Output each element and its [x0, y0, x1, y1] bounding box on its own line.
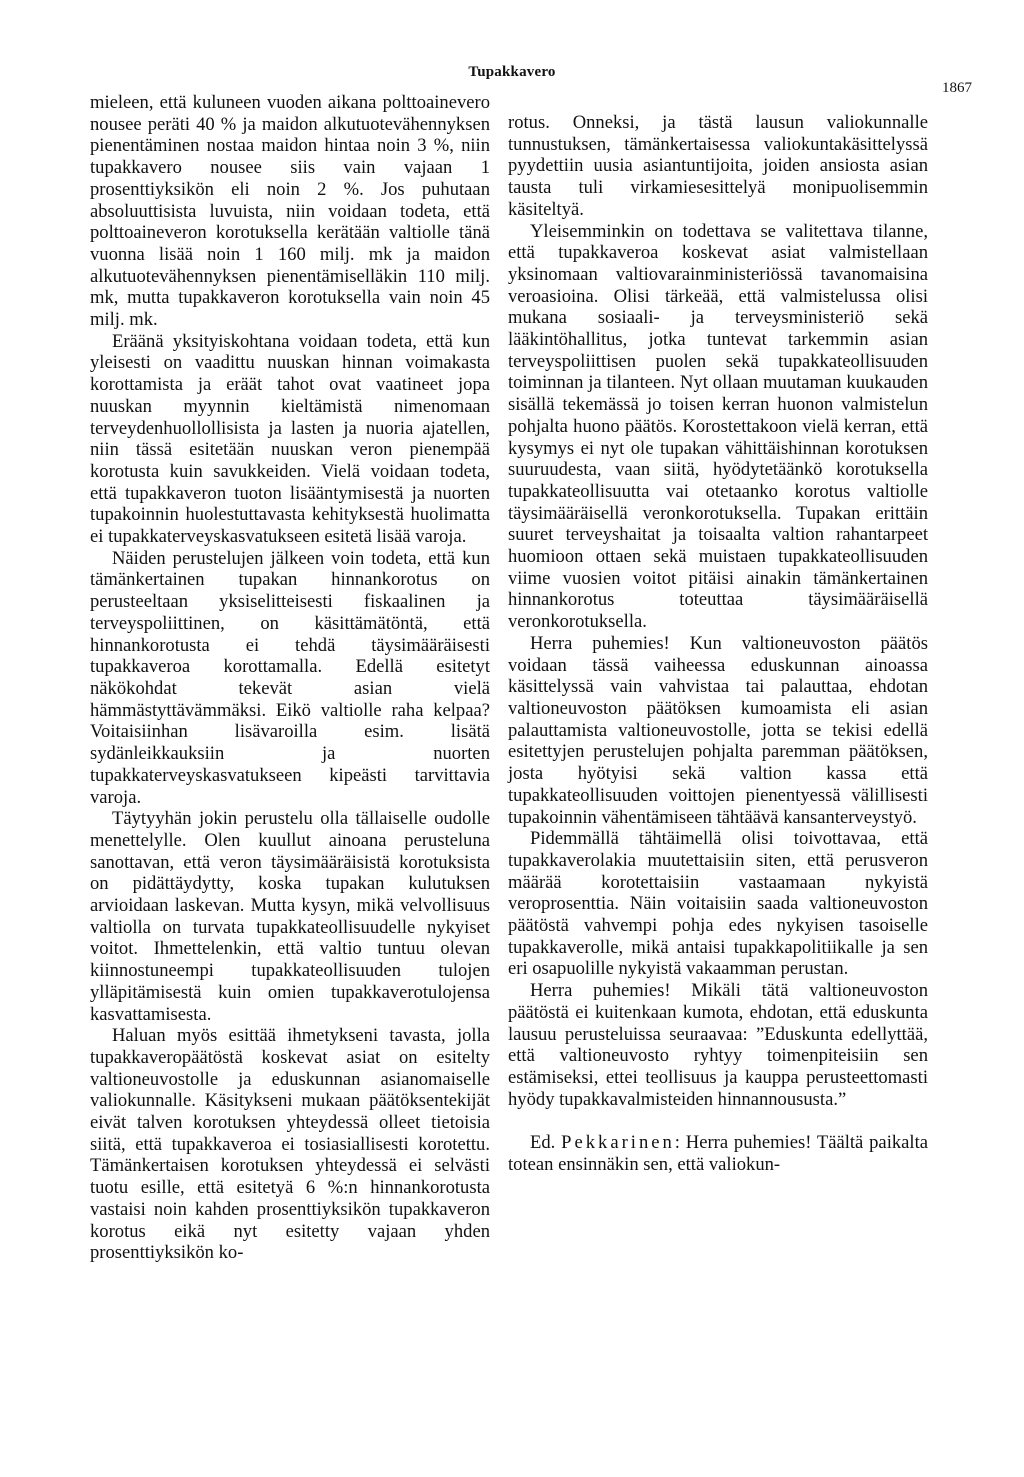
paragraph: Täytyyhän jokin perustelu olla tällaiselle oudolle menettelylle. Olen kuullut ainoana perusteluna sanottavan, että veron täysimääräisistä korotuksista on pidättäydytty, koska tupakan kulutuksen arvioidaan laskevan. Mutta kysyn, mikä velvollisuus valtiolla on turvata tupakkateollisuudelle nykyiset voitot. Ihmettelenkin, että valtio tuntuu olevan kiinnostuneempi tupakkateollisuuden tulojen ylläpitämisestä kuin omien tupakkaverotulojensa kasvattamisesta.	[90, 808, 490, 1025]
paragraph: Eräänä yksityiskohtana voidaan todeta, että kun yleisesti on vaadittu nuuskan hinnan voimakasta korottamista ja eräät tahot ovat vaatineet jopa nuuskan myynnin kieltämistä nimenomaan terveydenhuollollisista ja lasten ja nuoria ajatellen, niin tässä esitetään nuuskan veron pienempää korotusta kuin savukkeiden. Vielä voidaan todeta, että tupakkaveron tuoton lisääntymisestä ja nuorten tupakoinnin huolestuttavasta kehityksestä huolimatta ei tupakkaterveyskasvatukseen esitetä lisää varoja.	[90, 330, 490, 548]
paragraph: rotus. Onneksi, ja tästä lausun valiokunnalle tunnustuksen, tämänkertaisessa valiokuntakäsittelyssä pyydettiin uusia asiantuntijoita, joiden ansiosta asian tausta tuli virkamiesesittelyä monipuolisemmin käsiteltyä.	[508, 112, 928, 220]
left-column	[90, 92, 490, 1264]
paragraph: Haluan myös esittää ihmetykseni tavasta, jolla tupakkaveropäätöstä koskevat asiat on esitelty valtioneuvostolle ja eduskunnan asianomaiselle valiokunnalle. Käsitykseni mukaan päätöksentekijät eivät talven korotuksen yhteydessä olleet tietoisia siitä, että tupakkaveroa ei tosiasiallisesti korotettu. Tämänkertaisen korotuksen yhteydessä ei selvästi tuotu esille, että esitetyä 6 %:n hinnankorotusta vastaisi noin kahden prosenttiyksikön tupakkaveron korotus eikä nyt esitetty vajaan yhden prosenttiyksikön ko-	[90, 1025, 490, 1264]
paragraph: Herra puhemies! Mikäli tätä valtioneuvoston päätöstä ei kuitenkaan kumota, ehdotan, että eduskunta lausuu perusteluissa seuraavaa: ”Eduskunta edellyttää, että valtioneuvosto ryhtyy toimenpiteisiin sen estämiseksi, ettei teollisuus ja kauppa perusteettomasti hyödy tupakkavalmisteiden hinnannoususta.”	[508, 980, 928, 1110]
speaker-paragraph	[508, 1132, 928, 1175]
paragraph: Herra puhemies! Kun valtioneuvoston päätös voidaan tässä vaiheessa eduskunnan ainoassa käsittelyssä vain vahvistaa tai palauttaa, ehdotan valtioneuvoston päätöksen kumoamista eli asian palauttamista valtioneuvostolle, jotta se tekisi edellä esitettyjen perustelujen pohjalta paremman päätöksen, josta hyötyisi sekä valtion kassa että tupakkateollisuuden voittojen pienentyessä välillisesti tupakoinnin vähentämiseen tähtäävä kansanterveystyö.	[508, 632, 928, 828]
speaker-name: Pekkarinen	[561, 1132, 675, 1154]
page-number: 1867	[942, 80, 972, 96]
paragraph: Pidemmällä tähtäimellä olisi toivottavaa, että tupakkaverolakia muutettaisiin siten, että perusveron määrää korotettaisiin vastaamaan nykyistä veroprosenttia. Näin voitaisiin saada valtioneuvoston päätöstä vahvempi pohja edes nykyisen tasoiselle tupakkaverolle, mikä antaisi tupakkapolitiikalle ja sen eri osapuolille nykyistä vakaamman perustan.	[508, 828, 928, 980]
paragraph: Näiden perustelujen jälkeen voin todeta, että kun tämänkertainen tupakan hinnankorotus on perusteeltaan yksiselitteisesti fiskaalinen ja terveyspoliittinen, on käsittämätöntä, että hinnankorotusta ei tehdä täysimääräisesti tupakkaveroa korottamalla. Edellä esitetyt näkökohdat tekevät asian vielä hämmästyttävämmäksi. Eikö valtiolle raha kelpaa? Voitaisiinhan lisävaroilla esim. lisätä sydänleikkauksiin ja nuorten tupakkaterveyskasvatukseen kipeästi tarvittavia varoja.	[90, 547, 490, 808]
speaker-text: : Herra puhemies! Täältä paikalta totean ensinnäkin sen, että valiokun-	[508, 1132, 928, 1176]
paragraph: mieleen, että kuluneen vuoden aikana polttoainevero nousee peräti 40 % ja maidon alkutuotevähennyksen pienentäminen nostaa maidon hintaa noin 3 %, niin tupakkavero nousee siis vain vajaan 1 prosenttiyksikön eli noin 2 %. Jos puhutaan absoluuttisista luvuista, niin voidaan todeta, että polttoaineveron korotuksella kerätään valtiolle tänä vuonna lisää noin 1 160 milj. mk ja maidon alkutuotevähennyksen pienentämiselläkin 110 milj. mk, mutta tupakkaveron korotuksella vain noin 45 milj. mk.	[90, 92, 490, 331]
running-head: Tupakkavero	[468, 64, 556, 80]
paragraph: Yleisemminkin on todettava se valitettava tilanne, että tupakkaveroa koskevat asiat valmistellaan yksinomaan valtiovarainministeriössä tavanomaisina veroasioina. Olisi tärkeää, että valmistelussa olisi mukana sosiaali- ja terveysministeriö sekä lääkintöhallitus, jotka tuntevat tarkemmin asian terveyspoliittisen puolen sekä tupakkateollisuuden toiminnan ja tilanteen. Nyt ollaan muutaman kuukauden sisällä tekemässä jo toisen kerran huonon valmistelun pohjalta huono päätös. Korostettakoon vielä kerran, että kysymys ei nyt ole tupakan vähittäishinnan korotuksen suuruudesta, vaan siitä, hyödytetäänkö korotuksella tupakkateollisuutta vai otetaanko korotus valtiolle täysimääräisellä veronkorotuksella. Tupakan erittäin suuret terveyshaitat ja toisaalta valtion rahantarpeet huomioon ottaen sekä muistaen tupakkateollisuuden viime vuosien voitot pitäisi ainakin tämänkertainen hinnankorotus toteuttaa täysimääräisellä veronkorotuksella.	[508, 220, 928, 633]
right-column	[508, 112, 928, 1176]
speaker-prefix: Ed.	[530, 1132, 556, 1154]
